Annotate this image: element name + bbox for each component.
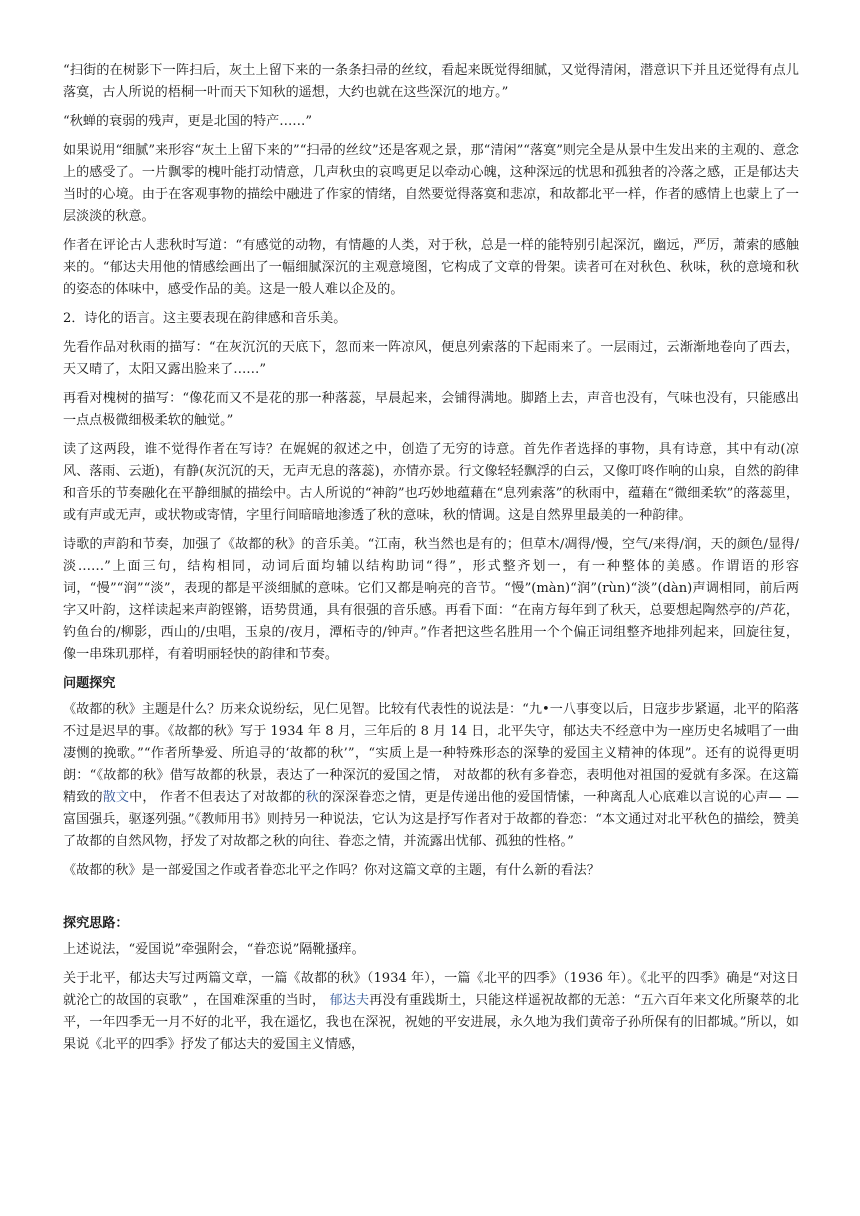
inquiry-text-3: 的深深眷恋之情，更是传递出他的爱国情愫，一种离乱人心底难以言说的心声— —富国强兵，驱逐列强。”《教师用书》则持另一种说法，它认为这是抒写作者对于故都的眷恋：“本文通过对北平秋色的描绘，赞美了故都的自然风物，抒发了对故都之秋的向往、眷恋之情，并流露出忧郁、孤独的性格。” bbox=[63, 790, 799, 849]
quote-paragraph-cicada: “秋蝉的衰弱的残声，更是北国的特产……” bbox=[63, 114, 313, 129]
thinking-text-2: 再没有重践斯土，只能这样遥祝故都的无恙：“五六百年来文化所聚萃的北平，一年四季无一月不好的北平，我在遥忆，我也在深祝，祝她的平安进展，永久地为我们黄帝子孙所保有的旧都城。”所以，如果说《北平的四季》抒发了郁达夫的爱国主义情感， bbox=[63, 993, 799, 1052]
blank-line bbox=[63, 889, 799, 911]
quote-paragraph-sweeping: “扫街的在树影下一阵扫后，灰土上留下来的一条条扫帚的丝纹，看起来既觉得细腻，又觉得清闲，潜意识下并且还觉得有点儿落寞，古人所说的梧桐一叶而天下知秋的遥想，大约也就在这些深沉的地方。” bbox=[63, 63, 799, 100]
thinking-paragraph-1: 上述说法，“爱国说”牵强附会，“眷恋说”隔靴搔痒。 bbox=[63, 942, 365, 957]
quote-paragraph-locust-tree: 再看对槐树的描写：“像花而又不是花的那一种落蕊，早晨起来，会铺得满地。脚踏上去，声音也没有，气味也没有，只能感出一点点极微细极柔软的触觉。” bbox=[63, 391, 799, 428]
prose-link[interactable]: 散文 bbox=[102, 790, 130, 805]
inquiry-text-2: 中， 作者不但表达了对故都的 bbox=[129, 790, 306, 805]
analysis-paragraph-poetry: 读了这两段，谁不觉得作者在写诗？在娓娓的叙述之中，创造了无穷的诗意。首先作者选择的事物，具有诗意，其中有动(凉风、落雨、云逝)，有静(灰沉沉的天，无声无息的落蕊)，亦情亦景。行文像轻轻飘浮的白云，又像叮咚作响的山泉，自然的韵律和音乐的节奏融化在平静细腻的描绘中。古人所说的“神韵”也巧妙地蕴藉在“息列索落”的秋雨中，蕴藉在“微细柔软”的落蕊里，或有声或无声，或状物或寄情，字里行间暗暗地渗透了秋的意味，秋的情调。这是自然界里最美的一种韵律。 bbox=[63, 442, 799, 523]
question-paragraph: 《故都的秋》是一部爱国之作或者眷恋北平之作吗？你对这篇文章的主题，有什么新的看法？ bbox=[63, 863, 600, 878]
analysis-paragraph-author-comment: 作者在评论古人悲秋时写道：“有感觉的动物，有情趣的人类，对于秋，总是一样的能特别引起深沉，幽远，严厉，萧索的感触来的。“郁达夫用他的情感绘画出了一幅细腻深沉的主观意境图，它构成了文章的骨架。读者可在对秋色、秋味，秋的意境和秋的姿态的体味中，感受作品的美。这是一般人难以企及的。 bbox=[63, 238, 799, 297]
inquiry-paragraph bbox=[63, 699, 799, 853]
section-heading-inquiry: 问题探究 bbox=[63, 676, 116, 691]
analysis-paragraph-rhythm: 诗歌的声韵和节奏，加强了《故都的秋》的音乐美。“江南，秋当然也是有的；但草木/凋得/慢，空气/来得/润，天的颜色/显得/淡……”上面三句，结构相同，动词后面均辅以结构助词“得”，形式整齐划一，有一种整体的美感。作谓语的形容词，“慢”“润”“淡”，表现的都是平淡细腻的意味。它们又都是响亮的音节。“慢”(màn)“润”(rùn)“淡”(dàn)声调相同，前后两字又叶韵，这样读起来声韵铿锵，语势贯通，具有很强的音乐感。再看下面：“在南方每年到了秋天，总要想起陶然亭的/芦花，钓鱼台的/柳影，西山的/虫唱，玉泉的/夜月，潭柘寺的/钟声。”作者把这些名胜用一个个偏正词组整齐地排列起来，回旋往复，像一串珠玑那样，有着明丽轻快的韵律和节奏。 bbox=[63, 537, 799, 662]
document-page bbox=[63, 60, 799, 1200]
thinking-text-1: 关于北平，郁达夫写过两篇文章，一篇《故都的秋》（1934 年），一篇《北平的四季》（1936 年）。《北平的四季》确是“对这日就沦亡的故国的哀歌” ，在国难深重的当时， bbox=[63, 971, 799, 1008]
section-heading-thinking: 探究思路： bbox=[63, 916, 129, 931]
yu-dafu-link[interactable]: 郁达夫 bbox=[329, 993, 370, 1008]
thinking-paragraph-2 bbox=[63, 968, 799, 1056]
quote-paragraph-autumn-rain: 先看作品对秋雨的描写：“在灰沉沉的天底下，忽而来一阵凉风，便息列索落的下起雨来了。一层雨过，云渐渐地卷向了西去，天又晴了，太阳又露出脸来了……” bbox=[63, 340, 799, 377]
point-poetic-language: 2．诗化的语言。这主要表现在韵律感和音乐美。 bbox=[63, 311, 347, 326]
analysis-paragraph-feeling: 如果说用“细腻”来形容“灰土上留下来的”“扫帚的丝纹”还是客观之景，那“清闲”“落寞”则完全是从景中生发出来的主观的、意念上的感受了。一片飘零的槐叶能打动情意，几声秋虫的哀鸣更足以牵动心魄，这种深远的忧思和孤独者的冷落之感，正是郁达夫当时的心境。由于在客观事物的描绘中融进了作家的情绪，自然要觉得落寞和悲凉，和故都北平一样，作者的感情上也蒙上了一层淡淡的秋意。 bbox=[63, 143, 799, 224]
inquiry-text-1: 《故都的秋》主题是什么？历来众说纷纭，见仁见智。比较有代表性的说法是：“九•一八事变以后，日寇步步紧逼，北平的陷落不过是迟早的事。《故都的秋》写于 1934 年 8 月，三年后的 8 月 14 日，北平失守，郁达夫不经意中为一座历史名城唱了一曲凄恻的挽歌。”“作者所挚爱、所追寻的‘故都的秋’”，“实质上是一种特殊形态的深挚的爱国主义精神的体现”。还有的说得更明朗：“《故都的秋》借写故都的秋景，表达了一种深沉的爱国之情， 对故都的秋有多眷恋，表明他对祖国的爱就有多深。在这篇精致的 bbox=[63, 702, 799, 805]
autumn-link[interactable]: 秋 bbox=[305, 790, 319, 805]
